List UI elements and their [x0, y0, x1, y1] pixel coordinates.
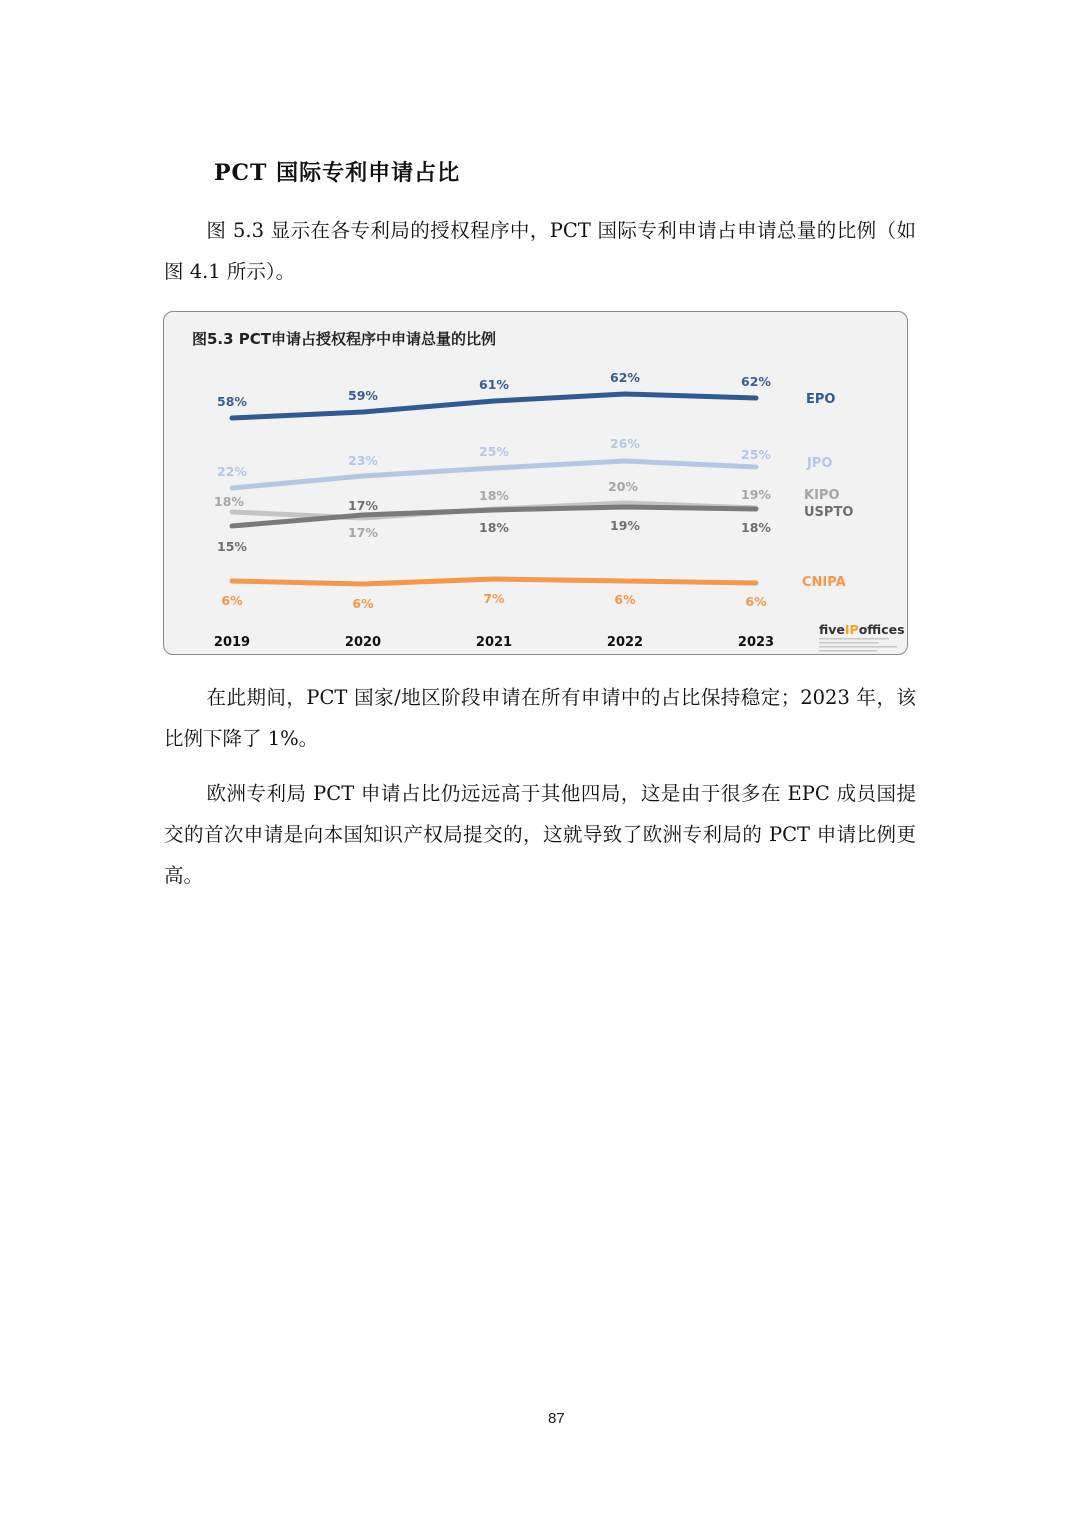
x-tick-2021: 2021	[475, 635, 513, 650]
kipo-label-2020: 17%	[348, 525, 378, 540]
paragraph-intro-text: 图 5.3 显示在各专利局的授权程序中，PCT 国际专利申请占申请总量的比例（如图 4.1 所示）。	[164, 219, 916, 283]
paragraph-stability	[164, 677, 916, 759]
x-tick-2020: 2020	[344, 635, 382, 650]
x-tick-2023: 2023	[737, 635, 775, 650]
paragraph-stability-text: 在此期间，PCT 国家/地区阶段申请在所有申请中的占比保持稳定；2023 年，该比例下降了 1%。	[164, 686, 916, 750]
section-heading: PCT 国际专利申请占比	[214, 160, 461, 186]
epo-label-2023: 62%	[741, 374, 771, 389]
paragraph-epo-explanation	[164, 773, 916, 896]
legend-jpo: JPO	[807, 456, 833, 471]
series-cnipa-line	[232, 579, 756, 584]
jpo-label-2022: 26%	[610, 436, 640, 451]
paragraph-epo-explanation-text: 欧洲专利局 PCT 申请占比仍远远高于其他四局，这是由于很多在 EPC 成员国提交的首次申请是向本国知识产权局提交的，这就导致了欧洲专利局的 PCT 申请比例更高。	[164, 782, 916, 887]
fiveipoffices-logo	[819, 622, 905, 652]
kipo-label-2022: 20%	[608, 479, 638, 494]
legend-cnipa: CNIPA	[802, 575, 846, 590]
legend-uspto: USPTO	[804, 505, 854, 520]
x-tick-2022: 2022	[606, 635, 644, 650]
uspto-label-2022: 19%	[610, 518, 640, 533]
epo-label-2019: 58%	[217, 394, 247, 409]
uspto-label-2019: 15%	[217, 539, 247, 554]
jpo-label-2023: 25%	[741, 447, 771, 462]
cnipa-label-2019: 6%	[221, 593, 243, 608]
legend-epo: EPO	[806, 392, 836, 407]
figure-5-3	[163, 311, 908, 655]
series-epo-line	[232, 394, 756, 418]
cnipa-label-2020: 6%	[352, 596, 374, 611]
page-number: 87	[548, 1410, 565, 1427]
jpo-label-2020: 23%	[348, 453, 378, 468]
kipo-label-2021: 18%	[479, 488, 509, 503]
figure-title: 图5.3 PCT申请占授权程序中申请总量的比例	[192, 330, 497, 348]
cnipa-label-2021: 7%	[483, 591, 505, 606]
legend-kipo: KIPO	[804, 488, 840, 503]
kipo-label-2023: 19%	[741, 487, 771, 502]
epo-label-2020: 59%	[348, 388, 378, 403]
jpo-label-2019: 22%	[217, 464, 247, 479]
epo-label-2022: 62%	[610, 370, 640, 385]
svg-text:fiveIPoffices: fiveIPoffices	[819, 622, 905, 637]
series-jpo-line	[232, 461, 756, 488]
epo-label-2021: 61%	[479, 377, 509, 392]
cnipa-label-2022: 6%	[614, 592, 636, 607]
x-tick-2019: 2019	[213, 635, 251, 650]
uspto-label-2023: 18%	[741, 520, 771, 535]
cnipa-label-2023: 6%	[745, 594, 767, 609]
kipo-label-2019: 18%	[214, 494, 244, 509]
uspto-label-2020: 17%	[348, 498, 378, 513]
uspto-label-2021: 18%	[479, 520, 509, 535]
line-chart	[163, 311, 908, 655]
paragraph-intro	[164, 210, 916, 292]
jpo-label-2021: 25%	[479, 444, 509, 459]
